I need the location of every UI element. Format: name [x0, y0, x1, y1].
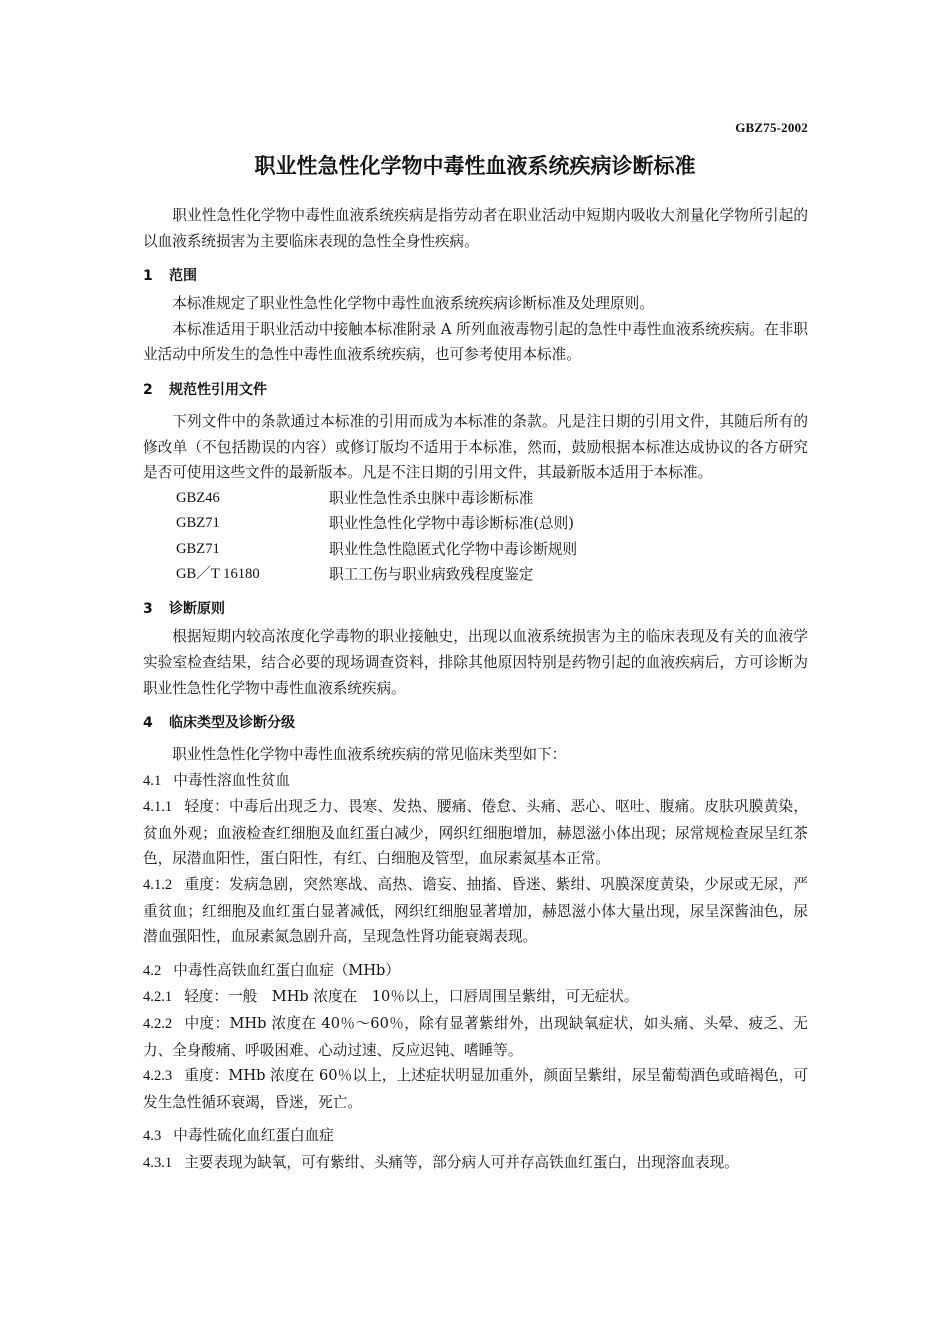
section-4-paragraph-1: 职业性急性化学物中毒性血液系统疾病的常见临床类型如下： [172, 746, 567, 764]
reference-row [143, 562, 808, 587]
clause-text: 中度：MHb 浓度在 40％～60％，除有显著紫绀外，出现缺氧症状，如头痛、头晕、疲乏、无力、全身酸痛、呼吸困难、心动过速、反应迟钝、嗜睡等。 [143, 1015, 808, 1059]
document-title: 职业性急性化学物中毒性血液系统疾病诊断标准 [254, 154, 696, 178]
clause-text: 重度：MHb 浓度在 60％以上，上述症状明显加重外，颜面呈紫绀，尿呈葡萄酒色或暗褐色，可发生急性循环衰竭，昏迷，死亡。 [143, 1067, 808, 1111]
section-title: 诊断原则 [169, 601, 225, 618]
section-1-heading [143, 265, 808, 287]
section-number: 4 [143, 715, 153, 732]
clause-text: 重度：发病急剧，突然寒战、高热、谵妄、抽搐、昏迷、紫绀、巩膜深度黄染，少尿或无尿，严重贫血；红细胞及血红蛋白显著减低，网织红细胞显著增加，赫恩滋小体大量出现，尿呈深酱油色，尿潜血强阳性，血尿素氮急剧升高，呈现急性肾功能衰竭表现。 [143, 876, 808, 946]
reference-title: 职业性急性隐匿式化学物中毒诊断规则 [329, 540, 578, 558]
clause-number: 4.2.2 [143, 1016, 173, 1033]
normative-references-list [143, 486, 808, 588]
section-title: 临床类型及诊断分级 [169, 715, 295, 732]
section-title: 规范性引用文件 [169, 381, 267, 398]
clause-number: 4.1.2 [143, 877, 173, 894]
reference-title: 职业性急性化学物中毒诊断标准(总则) [329, 515, 574, 533]
subsection-4-3 [143, 1123, 808, 1150]
section-4-heading [143, 712, 808, 734]
clause-text: 轻度：中毒后出现乏力、畏寒、发热、腰痛、倦怠、头痛、恶心、呕吐、腹痛。皮肤巩膜黄染，贫血外观；血液检查红细胞及血红蛋白减少，网织红细胞增加，赫恩滋小体出现；尿常规检查尿呈红茶色，尿潜血阳性，蛋白阳性，有红、白细胞及管型，血尿素氮基本正常。 [143, 798, 808, 868]
section-2-paragraph-1: 下列文件中的条款通过本标准的引用而成为本标准的条款。凡是注日期的引用文件，其随后所有的修改单（不包括勘误的内容）或修订版均不适用于本标准，然而，鼓励根据本标准达成协议的各方研究是否可使用这些文件的最新版本。凡是不注日期的引用文件，其最新版本适用于本标准。 [143, 412, 808, 482]
subsection-number: 4.2 [143, 962, 162, 979]
reference-code: GBZ71 [176, 540, 220, 557]
subsection-title: 中毒性高铁血红蛋白血症（MHb） [173, 961, 400, 979]
clause-number: 4.2.1 [143, 989, 173, 1006]
section-3-paragraph-1: 根据短期内较高浓度化学毒物的职业接触史，出现以血液系统损害为主的临床表现及有关的血液学实验室检查结果，结合必要的现场调查资料，排除其他原因特别是药物引起的血液疾病后，方可诊断为职业性急性化学物中毒性血液系统疾病。 [143, 628, 808, 697]
subsection-number: 4.1 [143, 772, 162, 789]
subsection-title: 中毒性硫化血红蛋白血症 [173, 1127, 334, 1145]
section-1-paragraph-2: 本标准适用于职业活动中接触本标准附录 A 所列血液毒物引起的急性中毒性血液系统疾病。在非职业活动中所发生的急性中毒性血液系统疾病，也可参考使用本标准。 [143, 320, 808, 364]
section-3-heading [143, 598, 808, 620]
reference-row [143, 537, 808, 562]
section-2-heading [143, 379, 808, 401]
clause-4-2-1 [143, 984, 808, 1011]
section-number: 3 [143, 601, 153, 618]
reference-title: 职业性急性杀虫脒中毒诊断标准 [329, 489, 534, 507]
clause-4-3-1 [143, 1150, 808, 1177]
reference-row [143, 511, 808, 536]
clause-number: 4.1.1 [143, 799, 173, 816]
clause-number: 4.3.1 [143, 1155, 173, 1171]
subsection-4-1 [143, 768, 808, 795]
section-number: 1 [143, 268, 153, 285]
section-title: 范围 [169, 268, 197, 285]
intro-paragraph: 职业性急性化学物中毒性血液系统疾病是指劳动者在职业活动中短期内吸收大剂量化学物所引起的以血液系统损害为主要临床表现的急性全身性疾病。 [143, 207, 808, 250]
document-body [143, 203, 808, 1177]
clause-4-2-3 [143, 1063, 808, 1115]
subsection-4-2 [143, 958, 808, 985]
reference-code: GBZ46 [176, 489, 220, 506]
reference-title: 职工工伤与职业病致残程度鉴定 [329, 565, 534, 583]
section-number: 2 [143, 381, 153, 398]
subsection-title: 中毒性溶血性贫血 [173, 771, 291, 789]
subsection-number: 4.3 [143, 1128, 162, 1145]
clause-4-1-2 [143, 872, 808, 950]
clause-text: 主要表现为缺氧，可有紫绀、头痛等，部分病人可并存高铁血红蛋白，出现溶血表现。 [184, 1154, 739, 1171]
clause-number: 4.2.3 [143, 1068, 173, 1085]
clause-4-2-2 [143, 1011, 808, 1063]
clause-4-1-1 [143, 794, 808, 872]
reference-code: GB／T 16180 [176, 565, 260, 582]
reference-code: GBZ71 [176, 515, 220, 532]
clause-text: 轻度：一般 MHb 浓度在 10％以上，口唇周围呈紫绀，可无症状。 [184, 988, 639, 1006]
reference-row [143, 486, 808, 511]
section-1-paragraph-1: 本标准规定了职业性急性化学物中毒性血液系统疾病诊断标准及处理原则。 [172, 295, 654, 313]
standard-code: GBZ75-2002 [735, 120, 808, 135]
